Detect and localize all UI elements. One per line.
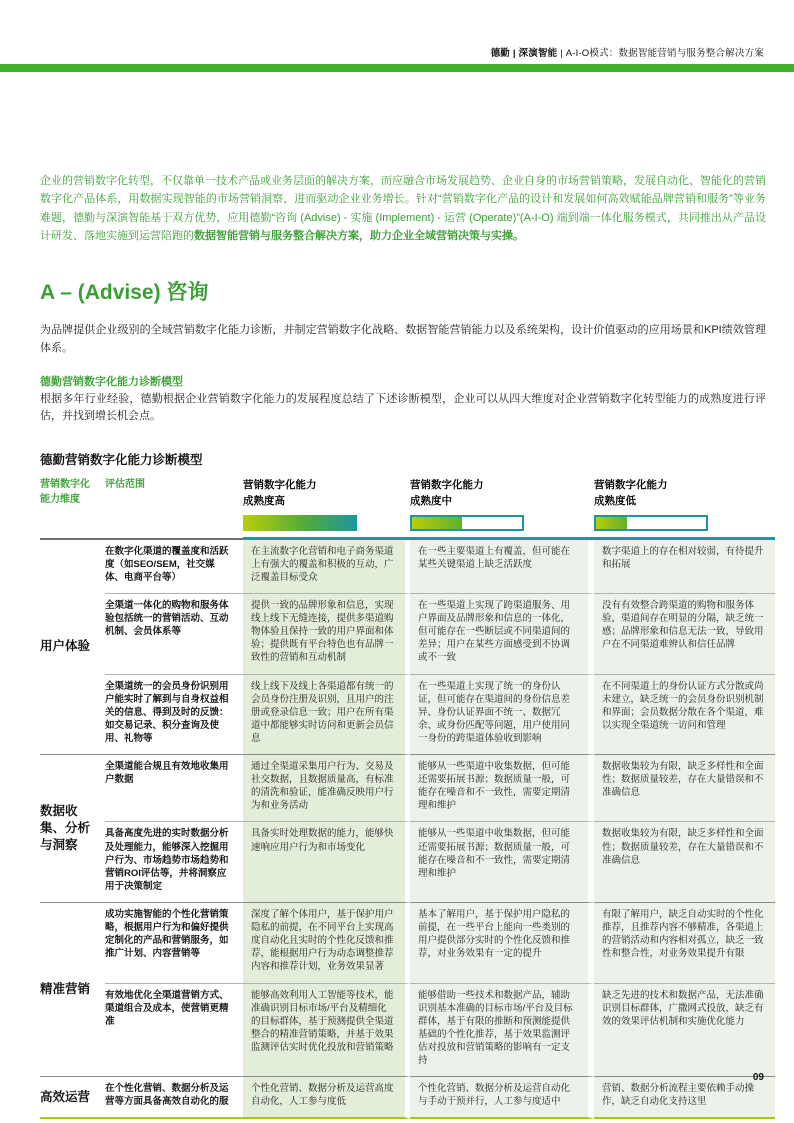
cell-maturity-high: 深度了解个体用户，基于保护用户隐私的前提，在不同平台上实现高度自动化且实时的个性化反馈和推荐，能根据用户行为动态调整推荐内容和推荐计划，业务效果显著 — [243, 902, 410, 983]
header-mid-line1: 营销数字化能力 — [410, 479, 484, 492]
table-title: 德勤营销数字化能力诊断模型 — [40, 453, 203, 468]
header-high-line2: 成熟度高 — [243, 494, 285, 507]
cell-maturity-high: 线上线下及线上各渠道都有统一的会员身份注册及识别，且用户的注册或登录信息一致；用户在所有渠道中都能够实时访问和更新会员信息 — [243, 674, 410, 755]
table-row — [40, 593, 775, 674]
maturity-bar-mid — [410, 515, 524, 531]
cell-maturity-mid: 基本了解用户，基于保护用户隐私的前提，在一些平台上能向一些类别的用户提供部分实时的个性化反馈和推荐，对业务效果有一定的提升 — [410, 902, 594, 983]
table-header-row — [40, 478, 775, 540]
cell-maturity-low: 在不同渠道上的身份认证方式分散或尚未建立，缺乏统一的会员身份识别机制和界面；会员数据分散在各个渠道，难以实现全渠道统一访问和管理 — [594, 674, 775, 755]
dimension-label-data-insight: 数据收集、分析与洞察 — [40, 754, 105, 902]
maturity-bar-low — [594, 515, 708, 531]
intro-paragraph — [40, 172, 766, 246]
header-brand: 德勤 | 深演智能 — [490, 48, 558, 59]
cell-scope: 全渠道一体化的购物和服务体验包括统一的营销活动、互动机制、会员体系等 — [105, 593, 243, 674]
header-low-line2: 成熟度低 — [594, 494, 636, 507]
intro-bold-text: 数据智能营销与服务整合解决方案 — [194, 230, 359, 243]
cell-maturity-mid: 个性化营销、数据分析及运营自动化与手动干预并行，人工参与度适中 — [410, 1076, 594, 1119]
cell-scope: 具备高度先进的实时数据分析及处理能力，能够深入挖掘用户行为、市场趋势市场趋势和营销ROI评估等，并将洞察应用于决策制定 — [105, 821, 243, 902]
dimension-label-efficient-operation: 高效运营 — [40, 1076, 105, 1119]
maturity-bar-high-fill — [243, 515, 357, 531]
cell-scope: 有效地优化全渠道营销方式、渠道组合及成本，使营销更精准 — [105, 983, 243, 1077]
cell-maturity-low: 数据收集较为有限，缺乏多样性和全面性；数据质量较差，存在大量错误和不准确信息 — [594, 821, 775, 902]
table-row — [40, 674, 775, 755]
cell-maturity-mid: 能够从一些渠道中收集数据，但可能还需要拓展书源；数据质量一般，可能存在噪音和不一致性，需要定期清理和维护 — [410, 754, 594, 821]
cell-scope: 成功实施智能的个性化营销策略，根据用户行为和偏好提供定制化的产品和营销服务，如推广计划、内容营销等 — [105, 902, 243, 983]
cell-maturity-low: 营销、数据分析流程主要依赖手动操作，缺乏自动化支持这里 — [594, 1076, 775, 1119]
intro-tail-text: ，助力企业全域营销决策与实操。 — [359, 230, 524, 243]
header-green-rule — [0, 64, 794, 72]
table-row — [40, 902, 775, 983]
cell-scope: 在数字化渠道的覆盖度和活跃度（如SEO/SEM，社交媒体、电商平台等） — [105, 545, 229, 583]
table-row — [40, 983, 775, 1077]
table-row — [40, 821, 775, 902]
cell-maturity-low: 没有有效整合跨渠道的购物和服务体验，渠道间存在明显的分隔，缺乏统一感；品牌形象和信息无法一致，导致用户在不同渠道难辨认和信任品牌 — [594, 593, 775, 674]
maturity-bar-high — [243, 515, 357, 531]
section-subheading: 德勤营销数字化能力诊断模型 — [40, 375, 183, 388]
cell-maturity-high: 提供一致的品牌形象和信息，实现线上线下无缝连接，提供多渠道购物体验且保持一致的用户界面和体验；提供既有平台特色也有品牌一致性的营销和互动机制 — [243, 593, 410, 674]
column-header-maturity-mid — [410, 478, 594, 540]
cell-scope: 全渠道能合规且有效地收集用户数据 — [105, 754, 243, 821]
cell-maturity-mid: 能够从一些渠道中收集数据，但可能还需要拓展书源；数据质量一般，可能存在噪音和不一致性，需要定期清理和维护 — [410, 821, 594, 902]
column-header-maturity-high — [243, 478, 410, 540]
header-doc-title: | A-I-O模式：数据智能营销与服务整合解决方案 — [557, 48, 764, 59]
table-row — [40, 1076, 775, 1119]
cell-maturity-high: 能够高效利用人工智能等技术，能准确识别目标市场/平台及精细化的目标群体，基于预测提供全渠道整合的精准营销策略，并基于效果监测评估实时优化投放和营销策略 — [243, 983, 410, 1077]
cell-maturity-mid: 在一些渠道上实现了跨渠道服务、用户界面及品牌形象和信息的一体化，但可能存在一些断层或不同渠道间的差异；用户在某些方面感受到不协调或不一致 — [410, 593, 594, 674]
cell-maturity-mid: 在一些主要渠道上有覆盖，但可能在某些关键渠道上缺乏活跃度 — [410, 540, 594, 593]
page-number: 09 — [752, 1072, 764, 1083]
page-header — [491, 45, 764, 59]
maturity-bar-mid-fill — [412, 517, 462, 529]
dimension-label-precision-marketing: 精准营销 — [40, 902, 105, 1076]
header-low-line1: 营销数字化能力 — [594, 479, 668, 492]
cell-maturity-low: 有限了解用户，缺乏自动实时的个性化推荐，且推荐内容不够精准，各渠道上的营销活动和内容相对孤立，缺乏一致性和整合性，对业务效果提升有限 — [594, 902, 775, 983]
cell-maturity-high: 在主流数字化营销和电子商务渠道上有强大的覆盖和积极的互动，广泛覆盖目标受众 — [243, 540, 410, 593]
section-heading: A – (Advise) 咨询 — [40, 280, 209, 304]
table-row — [40, 754, 775, 821]
maturity-diagnosis-table — [40, 478, 775, 1119]
column-header-maturity-low — [594, 478, 775, 540]
header-mid-line2: 成熟度中 — [410, 494, 452, 507]
cell-scope: 在个性化营销、数据分析及运营等方面具备高效自动化的服 — [105, 1076, 243, 1119]
cell-maturity-high: 通过全渠道采集用户行为、交易及社交数据，且数据质量高，有标准的清洗和验证，能准确反映用户行为和业务活动 — [243, 754, 410, 821]
cell-maturity-low: 数据收集较为有限，缺乏多样性和全面性；数据质量较差，存在大量错误和不准确信息 — [594, 754, 775, 821]
cell-maturity-high: 具备实时处理数据的能力，能够快速响应用户行为和市场变化 — [243, 821, 410, 902]
page-content — [40, 172, 766, 1119]
column-header-dimension: 营销数字化能力维度 — [40, 478, 105, 540]
column-header-scope: 评估范围 — [105, 478, 243, 540]
section-paragraph-2: 根据多年行业经验，德勤根据企业营销数字化能力的发展程度总结了下述诊断模型，企业可以从四大维度对企业营销数字化转型能力的成熟度进行评估，并找到增长机会点。 — [40, 392, 766, 423]
cell-maturity-low: 数字渠道上的存在相对较弱，有待提升和拓展 — [594, 540, 775, 593]
table-row — [40, 540, 775, 593]
cell-maturity-mid: 能够借助一些技术和数据产品，辅助识别基本准确的目标市场/平台及目标群体，基于有限的推断和预测能提供基础的个性化推荐，基于效果监测评估对投放和营销策略的影响有一定支持 — [410, 983, 594, 1077]
cell-maturity-low: 缺乏先进的技术和数据产品，无法准确识别目标群体，广撒网式投放，缺乏有效的效果评估机制和实施优化能力 — [594, 983, 775, 1077]
cell-maturity-mid: 在一些渠道上实现了统一的身份认证，但可能存在渠道间的身份信息差异、身份认证界面不统一、数据冗余、或身份匹配等问题，用户使用同一身份的跨渠道体验收到影响 — [410, 674, 594, 755]
cell-scope: 全渠道统一的会员身份识别用户能实时了解到与自身权益相关的信息、得到及时的反馈：如交易记录、积分查询及使用、礼物等 — [105, 674, 243, 755]
dimension-label-user-experience: 用户体验 — [40, 639, 91, 654]
intro-text: 企业的营销数字化转型，不仅靠单一技术产品或业务层面的解决方案，而应融合市场发展趋势、企业自身的市场营销策略，发展自动化、智能化的营销数字化产品体系，用数据实现智能的市场营销洞察，进而驱动企业业务增长。针对“营销数字化产品的设计和发展如何高效赋能品牌营销和服务”等业务难题，德勤与深演智能基于双方优势，应用德勤“咨询 (Advise) - 实施 (Implement) - 运营 (Operate)”(A-I-O) 端到端一体化服务模式，共同推出从产品设计研发、落地实施到运营陪跑的 — [40, 175, 766, 243]
header-high-line1: 营销数字化能力 — [243, 479, 317, 492]
section-paragraph-1: 为品牌提供企业级别的全域营销数字化能力诊断，并制定营销数字化战略、数据智能营销能力以及系统架构，设计价值驱动的应用场景和KPI绩效管理体系。 — [40, 323, 766, 354]
maturity-bar-low-fill — [596, 517, 627, 529]
cell-maturity-high: 个性化营销、数据分析及运营高度自动化，人工参与度低 — [243, 1076, 410, 1119]
